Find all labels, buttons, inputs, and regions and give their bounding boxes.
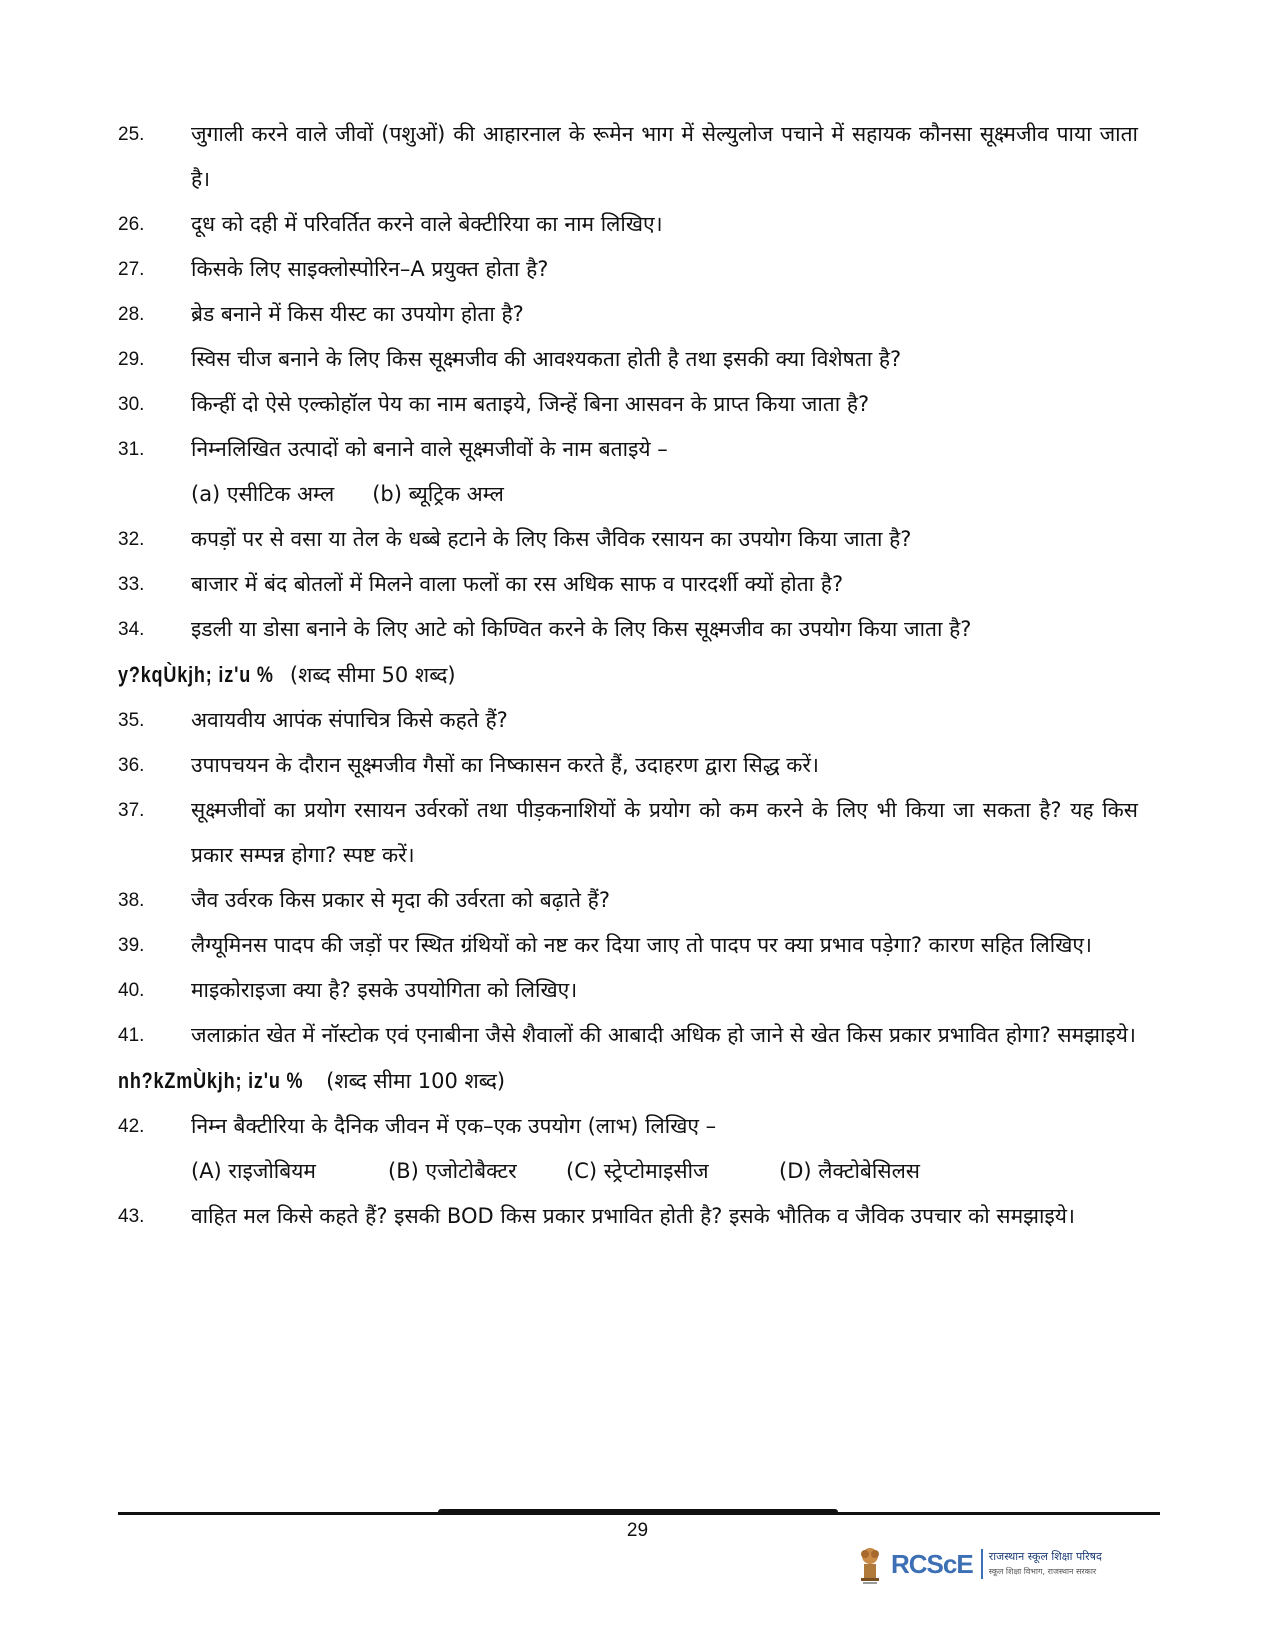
question-text: जैव उर्वरक किस प्रकार से मृदा की उर्वरता को बढ़ाते हैं? [191, 888, 610, 912]
question-item [118, 923, 1138, 968]
question-text: उपापचयन के दौरान सूक्ष्मजीव गैसों का निष्कासन करते हैं, उदाहरण द्वारा सिद्ध करें। [191, 753, 819, 777]
question-item [118, 1104, 1138, 1149]
question-text: इडली या डोसा बनाने के लिए आटे को किण्वित करने के लिए किस सूक्ष्मजीव का उपयोग किया जाता है? [191, 617, 972, 641]
question-text: किसके लिए साइक्लोस्पोरिन–A प्रयुक्त होता है? [191, 257, 549, 281]
q42-option-b: (B) एजोटोबैक्टर [388, 1159, 517, 1183]
question-item [118, 382, 1138, 427]
question-item [118, 247, 1138, 292]
question-number: 26. [118, 214, 145, 235]
logo-line-2: स्कूल शिक्षा विभाग, राजस्थान सरकार [988, 1567, 1097, 1576]
question-text: लैग्यूमिनस पादप की जड़ों पर स्थित ग्रंथियों को नष्ट कर दिया जाए तो पादप पर क्या प्रभाव पड़ेगा? कारण सहित लिखिए। [191, 933, 1092, 957]
q42-option-a: (A) राइजोबियम [191, 1159, 316, 1183]
question-item [118, 562, 1138, 607]
question-number: 28. [118, 304, 145, 325]
question-number: 41. [118, 1025, 145, 1046]
question-text: जलाक्रांत खेत में नॉस्टोक एवं एनाबीना जैसे शैवालों की आबादी अधिक हो जाने से खेत किस प्रकार प्रभावित होगा? समझाइये। [191, 1023, 1136, 1047]
question-number: 39. [118, 935, 145, 956]
question-item [118, 878, 1138, 923]
section-heading-long-title: nh?kZmÙkjh; iz'u % [118, 1068, 304, 1093]
q31-options [118, 472, 1138, 517]
question-text: ब्रेड बनाने में किस यीस्ट का उपयोग होता है? [191, 302, 524, 326]
question-number: 40. [118, 980, 145, 1001]
question-text: दूध को दही में परिवर्तित करने वाले बेक्टीरिया का नाम लिखिए। [191, 212, 663, 236]
question-text: किन्हीं दो ऐसे एल्कोहॉल पेय का नाम बताइये, जिन्हें बिना आसवन के प्राप्त किया जाता है? [191, 392, 870, 416]
question-item [118, 743, 1138, 788]
question-text: निम्न बैक्टीरिया के दैनिक जीवन में एक–एक उपयोग (लाभ) लिखिए – [191, 1114, 717, 1138]
logo-abbreviation: RCScE [891, 1548, 973, 1579]
question-number: 33. [118, 574, 145, 595]
question-number: 27. [118, 259, 145, 280]
state-emblem-icon [855, 1542, 885, 1586]
logo-text [981, 1549, 1102, 1579]
logo-line-1: राजस्थान स्कूल शिक्षा परिषद [988, 1550, 1102, 1563]
question-text: निम्नलिखित उत्पादों को बनाने वाले सूक्ष्मजीवों के नाम बताइये – [191, 437, 668, 461]
section-heading-long-limit: (शब्द सीमा 100 शब्द) [326, 1069, 506, 1093]
question-item [118, 292, 1138, 337]
question-text: अवायवीय आपंक संपाचित्र किसे कहते हैं? [191, 708, 508, 732]
question-item [118, 968, 1138, 1013]
question-number: 38. [118, 890, 145, 911]
questions-group-c [118, 698, 1138, 1058]
question-text: माइकोराइजा क्या है? इसके उपयोगिता को लिखिए। [191, 978, 578, 1002]
question-text: सूक्ष्मजीवों का प्रयोग रसायन उर्वरकों तथा पीड़कनाशियों के प्रयोग को कम करने के लिए भी किया जा सकता है? यह किस प्रकार सम्पन्न होगा? स्पष्ट करें। [191, 798, 1138, 867]
question-number: 36. [118, 755, 145, 776]
questions-group-a [118, 112, 1138, 472]
questions-group-b [118, 517, 1138, 652]
question-text: कपड़ों पर से वसा या तेल के धब्बे हटाने के लिए किस जैविक रसायन का उपयोग किया जाता है? [191, 527, 912, 551]
question-number: 34. [118, 619, 145, 640]
q31-option-b: (b) ब्यूट्रिक अम्ल [372, 482, 504, 506]
question-number: 32. [118, 529, 145, 550]
question-item [118, 517, 1138, 562]
question-item [118, 337, 1138, 382]
question-number: 30. [118, 394, 145, 415]
footer-divider [118, 1512, 1160, 1515]
question-item [118, 1194, 1138, 1239]
question-number: 35. [118, 710, 145, 731]
q42-option-d: (D) लैक्टोबेसिलस [779, 1159, 920, 1183]
question-item [118, 607, 1138, 652]
section-heading-short [118, 652, 1138, 698]
question-item [118, 788, 1138, 878]
q31-option-a: (a) एसीटिक अम्ल [191, 482, 335, 506]
q42-option-c: (C) स्ट्रेप्टोमाइसीज [566, 1159, 709, 1183]
page-number: 29 [626, 1520, 649, 1541]
section-heading-long [118, 1058, 1138, 1104]
question-item [118, 698, 1138, 743]
question-text: स्विस चीज बनाने के लिए किस सूक्ष्मजीव की आवश्यकता होती है तथा इसकी क्या विशेषता है? [191, 347, 902, 371]
question-number: 43. [118, 1206, 145, 1227]
rcsce-logo [855, 1535, 1147, 1593]
question-list [118, 112, 1138, 1239]
section-heading-short-limit: (शब्द सीमा 50 शब्द) [289, 663, 456, 687]
question-text: जुगाली करने वाले जीवों (पशुओं) की आहारनाल के रूमेन भाग में सेल्युलोज पचाने में सहायक कौनसा सूक्ष्मजीव पाया जाता है। [191, 122, 1138, 191]
question-number: 37. [118, 800, 145, 821]
question-number: 31. [118, 439, 145, 460]
question-number: 29. [118, 349, 145, 370]
question-number: 25. [118, 124, 145, 145]
question-text: वाहित मल किसे कहते हैं? इसकी BOD किस प्रकार प्रभावित होती है? इसके भौतिक व जैविक उपचार को समझाइये। [191, 1204, 1075, 1228]
question-item [118, 427, 1138, 472]
question-item [118, 202, 1138, 247]
question-item [118, 1013, 1138, 1058]
question-number: 42. [118, 1116, 145, 1137]
section-heading-short-title: y?kqÙkjh; iz'u % [118, 662, 274, 687]
q42-options [118, 1149, 1138, 1194]
question-item [118, 112, 1138, 202]
question-text: बाजार में बंद बोतलों में मिलने वाला फलों का रस अधिक साफ व पारदर्शी क्यों होता है? [191, 572, 844, 596]
